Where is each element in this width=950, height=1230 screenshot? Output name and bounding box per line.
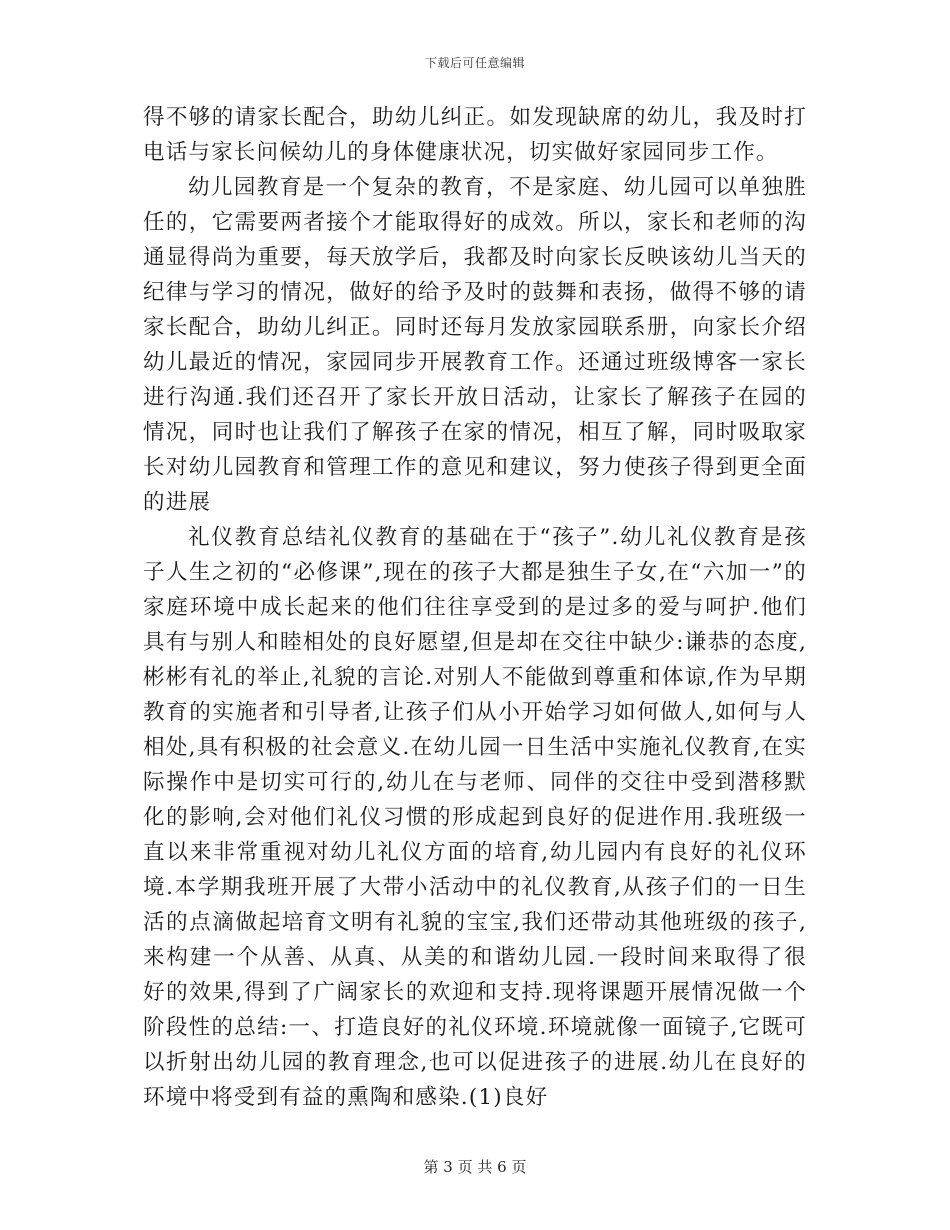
- paragraph-continuation: 得不够的请家长配合，助幼儿纠正。如发现缺席的幼儿，我及时打电话与家长问候幼儿的身体健康状况，切实做好家园同步工作。: [143, 105, 807, 165]
- page-number-footer: 第 3 页 共 6 页: [423, 1158, 527, 1176]
- paragraph-home-school-communication: 幼儿园教育是一个复杂的教育，不是家庭、幼儿园可以单独胜任的，它需要两者接个才能取得好的成效。所以，家长和老师的沟通显得尚为重要，每天放学后，我都及时向家长反映该幼儿当天的纪律与学习的情况，做好的给予及时的鼓舞和表扬，做得不够的请家长配合，助幼儿纠正。同时还每月发放家园联系册，向家长介绍幼儿最近的情况，家园同步开展教育工作。还通过班级博客一家长进行沟通.我们还召开了家长开放日活动，让家长了解孩子在园的情况，同时也让我们了解孩子在家的情况，相互了解，同时吸取家长对幼儿园教育和管理工作的意见和建议，努力使孩子得到更全面的进展: [143, 175, 807, 515]
- paragraph-etiquette-education: 礼仪教育总结礼仪教育的基础在于“孩子”.幼儿礼仪教育是孩子人生之初的“必修课”,现在的孩子大都是独生子女,在“六加一”的家庭环境中成长起来的他们往往享受到的是过多的爱与呵护.他们具有与别人和睦相处的良好愿望,但是却在交往中缺少:谦恭的态度,彬彬有礼的举止,礼貌的言论.对别人不能做到尊重和体谅,作为早期教育的实施者和引导者,让孩子们从小开始学习如何做人,如何与人相处,具有积极的社会意义.在幼儿园一日生活中实施礼仪教育,在实际操作中是切实可行的,幼儿在与老师、同伴的交往中受到潜移默化的影响,会对他们礼仪习惯的形成起到良好的促进作用.我班级一直以来非常重视对幼儿礼仪方面的培育,幼儿园内有良好的礼仪环境.本学期我班开展了大带小活动中的礼仪教育,从孩子们的一日生活的点滴做起培育文明有礼貌的宝宝,我们还带动其他班级的孩子,来构建一个从善、从真、从美的和谐幼儿园.一段时间来取得了很好的效果,得到了广阔家长的欢迎和支持.现将课题开展情况做一个阶段性的总结:一、打造良好的礼仪环境.环境就像一面镜子,它既可以折射出幼儿园的教育理念,也可以促进孩子的进展.幼儿在良好的环境中将受到有益的熏陶和感染.(1)良好: [143, 525, 807, 1110]
- header-note: 下载后可任意编辑: [424, 56, 525, 70]
- document-body: [143, 100, 807, 1115]
